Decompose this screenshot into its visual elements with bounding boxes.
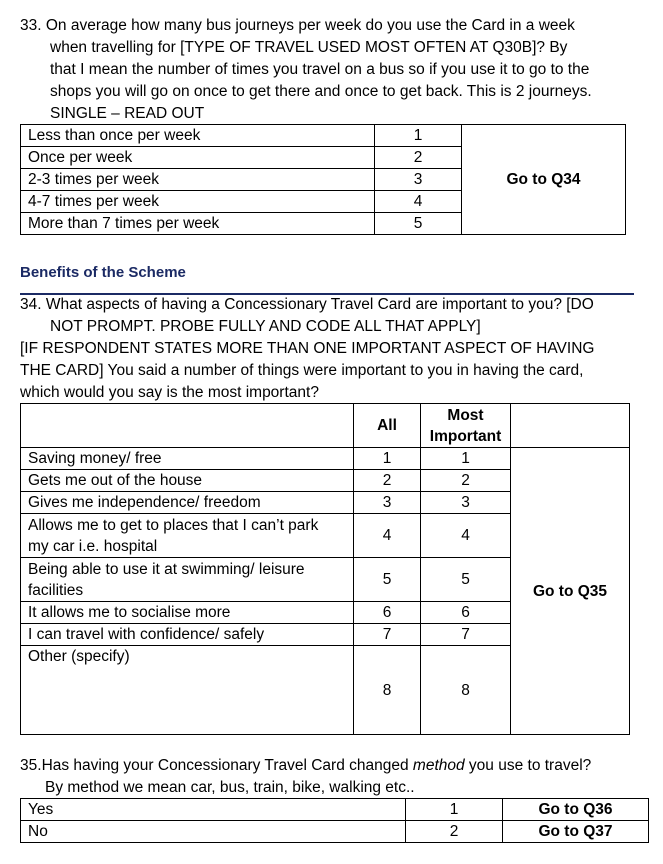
question-number: 35. xyxy=(20,757,42,774)
table-row xyxy=(21,125,626,147)
option-label: Gives me independence/ freedom xyxy=(21,492,354,514)
section-heading: Benefits of the Scheme xyxy=(20,264,186,281)
question-text: which would you say is the most important? xyxy=(20,384,319,401)
routing-instruction: Go to Q34 xyxy=(462,125,626,235)
instruction-text: NOT PROMPT. PROBE FULLY AND CODE ALL THAT APPLY] xyxy=(50,318,481,335)
option-code-all[interactable]: 8 xyxy=(354,646,421,735)
question-34 xyxy=(20,294,594,404)
option-code[interactable]: 1 xyxy=(375,125,462,147)
option-label: Saving money/ free xyxy=(21,448,354,470)
option-label: More than 7 times per week xyxy=(21,213,375,235)
option-code[interactable]: 2 xyxy=(406,821,503,843)
routing-instruction: Go to Q35 xyxy=(511,448,630,735)
option-code-all[interactable]: 2 xyxy=(354,470,421,492)
column-header-all: All xyxy=(354,404,421,448)
option-code-most[interactable]: 7 xyxy=(421,624,511,646)
option-code-all[interactable]: 3 xyxy=(354,492,421,514)
option-code-all[interactable]: 4 xyxy=(354,514,421,558)
option-label: Less than once per week xyxy=(21,125,375,147)
option-label: Being able to use it at swimming/ leisure facilities xyxy=(21,558,354,602)
option-code-all[interactable]: 7 xyxy=(354,624,421,646)
option-code-most[interactable]: 5 xyxy=(421,558,511,602)
option-code-most[interactable]: 6 xyxy=(421,602,511,624)
option-code[interactable]: 4 xyxy=(375,191,462,213)
question-text: when travelling for [TYPE OF TRAVEL USED MOST OFTEN AT Q30B]? By xyxy=(50,39,568,56)
question-text: What aspects of having a Concessionary Travel Card are important to you? [DO xyxy=(45,296,594,313)
header-blank xyxy=(511,404,630,448)
option-code[interactable]: 5 xyxy=(375,213,462,235)
option-code-most[interactable]: 1 xyxy=(421,448,511,470)
option-code[interactable]: 2 xyxy=(375,147,462,169)
option-code[interactable]: 3 xyxy=(375,169,462,191)
option-code-most[interactable]: 4 xyxy=(421,514,511,558)
instruction-text: SINGLE – READ OUT xyxy=(50,105,205,122)
question-33 xyxy=(20,15,592,125)
option-label: It allows me to socialise more xyxy=(21,602,354,624)
table-row xyxy=(21,448,630,470)
question-emphasis: method xyxy=(412,757,465,774)
question-35 xyxy=(20,755,591,799)
column-header-most-important: Most Important xyxy=(421,404,511,448)
question-number: 33. xyxy=(20,17,42,34)
option-label: I can travel with confidence/ safely xyxy=(21,624,354,646)
option-label: Once per week xyxy=(21,147,375,169)
question-number: 34. xyxy=(20,296,42,313)
q35-answer-table xyxy=(20,798,649,843)
option-label: 4-7 times per week xyxy=(21,191,375,213)
q34-answer-table xyxy=(20,403,630,735)
option-label: Gets me out of the house xyxy=(21,470,354,492)
question-text: By method we mean car, bus, train, bike, walking etc.. xyxy=(45,779,415,796)
option-code-most[interactable]: 2 xyxy=(421,470,511,492)
option-label: Allows me to get to places that I can’t park my car i.e. hospital xyxy=(21,514,354,558)
option-label: 2-3 times per week xyxy=(21,169,375,191)
header-blank xyxy=(21,404,354,448)
question-text: you use to travel? xyxy=(464,757,592,774)
option-code-all[interactable]: 6 xyxy=(354,602,421,624)
question-text: Has having your Concessionary Travel Card changed xyxy=(41,757,413,774)
table-header-row xyxy=(21,404,630,448)
question-text: THE CARD] You said a number of things were important to you in having the card, xyxy=(20,362,584,379)
option-code-all[interactable]: 5 xyxy=(354,558,421,602)
question-text: On average how many bus journeys per week do you use the Card in a week xyxy=(45,17,575,34)
routing-instruction: Go to Q37 xyxy=(503,821,649,843)
table-row xyxy=(21,821,649,843)
option-code-most[interactable]: 8 xyxy=(421,646,511,735)
routing-instruction: Go to Q36 xyxy=(503,799,649,821)
table-row xyxy=(21,799,649,821)
instruction-text: [IF RESPONDENT STATES MORE THAN ONE IMPORTANT ASPECT OF HAVING xyxy=(20,340,595,357)
option-label: Yes xyxy=(21,799,406,821)
option-label-other[interactable]: Other (specify) xyxy=(21,646,354,735)
question-text: shops you will go on once to get there and once to get back. This is 2 journeys. xyxy=(50,83,592,100)
q33-answer-table xyxy=(20,124,626,235)
option-code[interactable]: 1 xyxy=(406,799,503,821)
option-label: No xyxy=(21,821,406,843)
option-code-all[interactable]: 1 xyxy=(354,448,421,470)
question-text: that I mean the number of times you travel on a bus so if you use it to go to the xyxy=(50,61,590,78)
option-code-most[interactable]: 3 xyxy=(421,492,511,514)
